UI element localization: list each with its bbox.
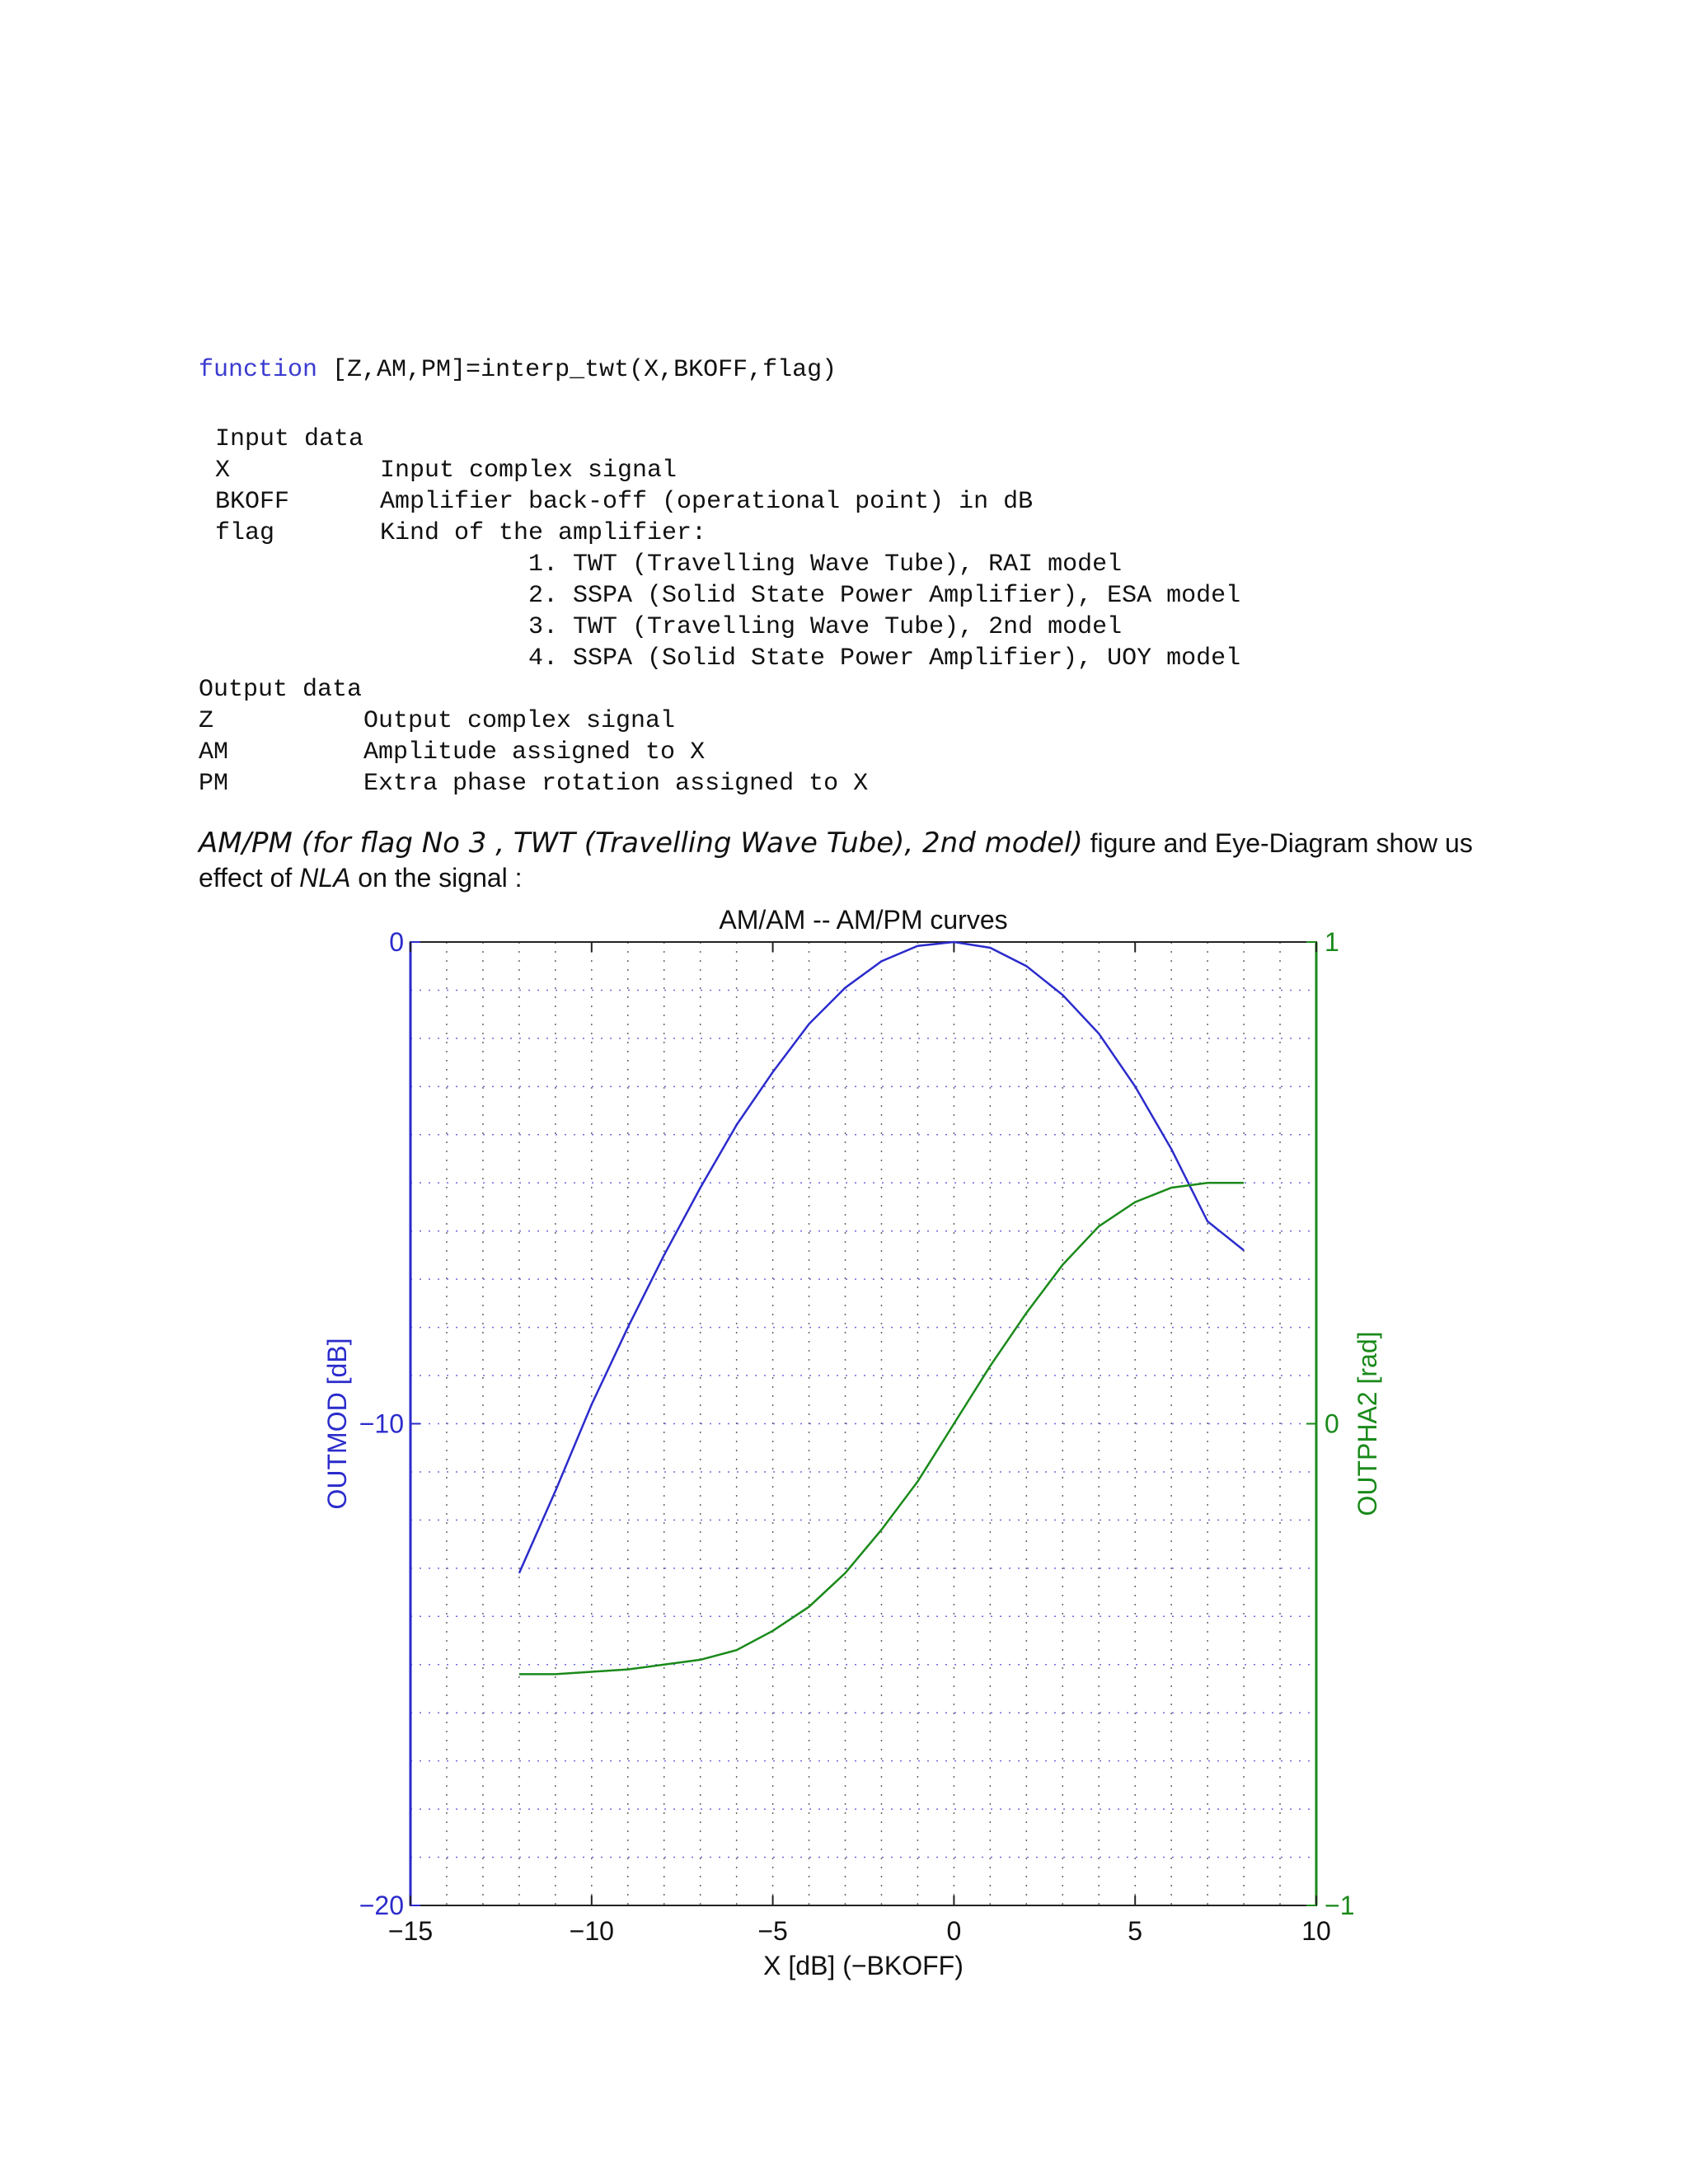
x-tick-label: −10 [569, 1916, 614, 1946]
y-right-tick-label: 0 [1325, 1408, 1339, 1439]
input-name-flag: flag [215, 519, 275, 547]
y-left-tick-label: −20 [359, 1891, 404, 1920]
ticks [359, 927, 1355, 1946]
x-tick-label: −15 [387, 1916, 434, 1946]
function-signature: function [Z,AM,PM]=interp_twt(X,BKOFF,flag) [199, 356, 837, 384]
plot-frame [410, 942, 1316, 1905]
input-desc-bkoff: Amplifier back-off (operational point) in dB [380, 488, 1034, 516]
flag-option-4: 4. SSPA (Solid State Power Amplifier), UOY model [528, 644, 1241, 673]
input-name-bkoff: BKOFF [215, 488, 290, 516]
y-left-axis-label: OUTMOD [dB] [322, 1338, 352, 1510]
y-right-axis-label: OUTPHA2 [rad] [1353, 1331, 1382, 1516]
grid [410, 942, 1316, 1905]
pm-curve [519, 1183, 1244, 1674]
flag-option-1: 1. TWT (Travelling Wave Tube), RAI model [528, 551, 1123, 579]
output-data-title: Output data [199, 676, 363, 704]
output-desc-am: Amplitude assigned to X [363, 738, 706, 766]
output-desc-pm: Extra phase rotation assigned to X [363, 770, 869, 798]
output-name-am: AM [199, 738, 229, 766]
output-name-z: Z [199, 707, 214, 735]
output-name-pm: PM [199, 770, 229, 798]
x-tick-label: 5 [1128, 1916, 1143, 1946]
output-desc-z: Output complex signal [363, 707, 676, 735]
y-right-tick-label: 1 [1325, 927, 1339, 957]
chart-title: AM/AM -- AM/PM curves [719, 905, 1008, 935]
figure-caption: AM/PM (for flag No 3 , TWT (Travelling Wave Tube), 2nd model) figure and Eye-Diagram show us effect of NLA on the signal : [199, 827, 1473, 893]
input-name-x: X [215, 457, 231, 485]
input-data-title: Input data [215, 425, 364, 453]
y-right-tick-label: −1 [1325, 1891, 1355, 1920]
y-left-tick-label: −10 [359, 1408, 404, 1439]
x-axis-label: X [dB] (−BKOFF) [763, 1951, 964, 1980]
x-tick-label: 10 [1301, 1916, 1331, 1946]
y-left-tick-label: 0 [389, 927, 404, 957]
input-desc-x: Input complex signal [380, 457, 678, 485]
flag-option-3: 3. TWT (Travelling Wave Tube), 2nd model [528, 613, 1123, 641]
flag-option-2: 2. SSPA (Solid State Power Amplifier), ESA model [528, 582, 1241, 610]
x-tick-label: −5 [757, 1916, 788, 1946]
x-tick-label: 0 [946, 1916, 962, 1946]
function-keyword: function [199, 356, 318, 384]
input-desc-flag: Kind of the amplifier: [380, 519, 707, 547]
